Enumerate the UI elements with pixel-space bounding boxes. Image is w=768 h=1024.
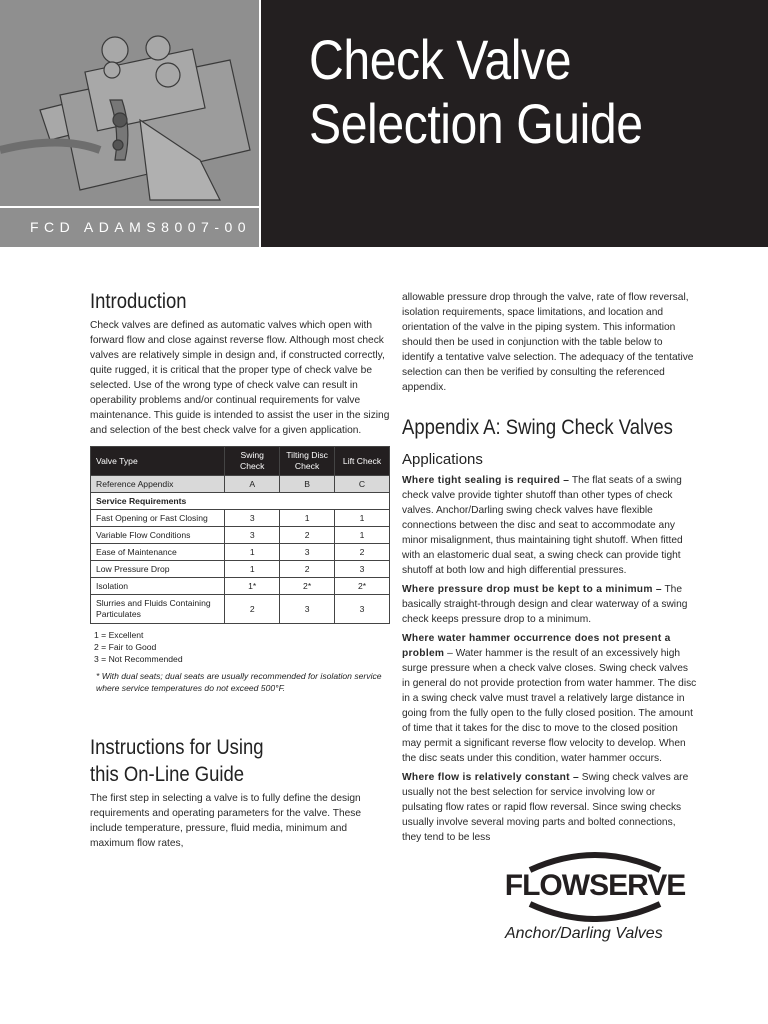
page-title: Check Valve Selection Guide — [309, 28, 643, 155]
table-header: Tilting Disc Check — [280, 447, 335, 476]
table-section-row: Service Requirements — [91, 493, 390, 510]
table-legend — [94, 629, 183, 665]
table-row: Slurries and Fluids Containing Particulates 2 3 3 — [91, 595, 390, 624]
title-banner — [261, 0, 768, 247]
application-item: Where tight sealing is required – The flat seats of a swing check valve provide tighter shutoff than other types of check valves. Anchor/Darling swing check valves have flexible connections between the disc and seat to accommodate any minor misalignment, thus maintaining tight shutoff. When fitted with an elastomeric dual seat, a swing check can provide tight shutoff at both low and high differential pressures. — [402, 475, 683, 576]
legend-item: 3 = Not Recommended — [94, 654, 183, 664]
introduction-heading: Introduction — [90, 290, 187, 313]
legend-item: 2 = Fair to Good — [94, 642, 157, 652]
instructions-body: The first step in selecting a valve is to fully define the design requirements and operating parameters for the valve. These include temperature, pressure, fluid media, minimum and maximum flow rates, — [90, 793, 362, 849]
table-header: Lift Check — [335, 447, 390, 476]
table-header: Swing Check — [225, 447, 280, 476]
appendix-a-heading: Appendix A: Swing Check Valves — [402, 416, 673, 439]
application-item: Where water hammer occurrence does not present a problem – Water hammer is the result of an excessively high surge pressure when a check valve closes. Swing check valves in general do not provide protection from water hammer. The disc in a swing check valve must travel a relatively large distance in going from the fully open to the fully closed position. The amount of time that it takes for the disc to move to the closed position may permit a significant reverse flow velocity to develop. When the disc seats under this condition, water hammer occurs. — [402, 633, 697, 764]
table-row: Reference Appendix A B C — [91, 476, 390, 493]
legend-item: 1 = Excellent — [94, 630, 144, 640]
doc-code: FCD ADAMS8007-00 — [30, 219, 252, 235]
table-row: Ease of Maintenance 1 3 2 — [91, 544, 390, 561]
flowserve-logo — [500, 848, 690, 922]
instructions-heading: Instructions for Using this On-Line Guide — [90, 736, 264, 786]
continuation-text: allowable pressure drop through the valve, rate of flow reversal, isolation requirements, space limitations, and location and orientation of the valve in the piping system. This information should then be used in conjunction with the table below to identify a tentative valve selection. The adequacy of the tentative selection can then be verified by consulting the referenced appendix. — [402, 292, 694, 393]
introduction-body: Check valves are defined as automatic valves which open with forward flow and close against reverse flow. Although most check valves are relatively simple in design and, if constructed correctly, quite rugged, it is critical that the proper type of check valve be selected. Use of the wrong type of check valve can result in operability problems and/or continual requirements for valve maintenance. This guide is intended to assist the user in the sizing and selection of the best check valve for a given application. — [90, 320, 390, 436]
introduction-section — [90, 288, 390, 438]
application-item: Where flow is relatively constant – Swing check valves are usually not the best selection for service involving low or pulsating flow rates or rapid flow reversal. Since swing checks usually involve several moving parts and bolted connections, they tend to be less — [402, 772, 689, 843]
table-header-row — [91, 447, 390, 476]
table-row: Low Pressure Drop 1 2 3 — [91, 561, 390, 578]
table-row: Fast Opening or Fast Closing 3 1 1 — [91, 510, 390, 527]
table-header: Valve Type — [91, 447, 225, 476]
instructions-section — [90, 734, 390, 851]
svg-text:FLOWSERVE: FLOWSERVE — [504, 869, 686, 902]
table-footnote: * With dual seats; dual seats are usually recommended for isolation service where service temperatures do not exceed 500°F. — [96, 671, 382, 693]
table-row: Isolation 1* 2* 2* — [91, 578, 390, 595]
application-item: Where pressure drop must be kept to a minimum – The basically straight-through design and clear waterway of a swing check keeps pressure drop to a minimum. — [402, 584, 688, 625]
right-column — [402, 290, 697, 845]
valve-drawing-icon — [0, 0, 259, 206]
valve-illustration — [0, 0, 259, 206]
applications-heading: Applications — [402, 451, 483, 468]
valve-selection-table — [90, 446, 390, 624]
division-name: Anchor/Darling Valves — [505, 925, 663, 942]
table-row: Variable Flow Conditions 3 2 1 — [91, 527, 390, 544]
doc-code-bar — [0, 208, 259, 247]
